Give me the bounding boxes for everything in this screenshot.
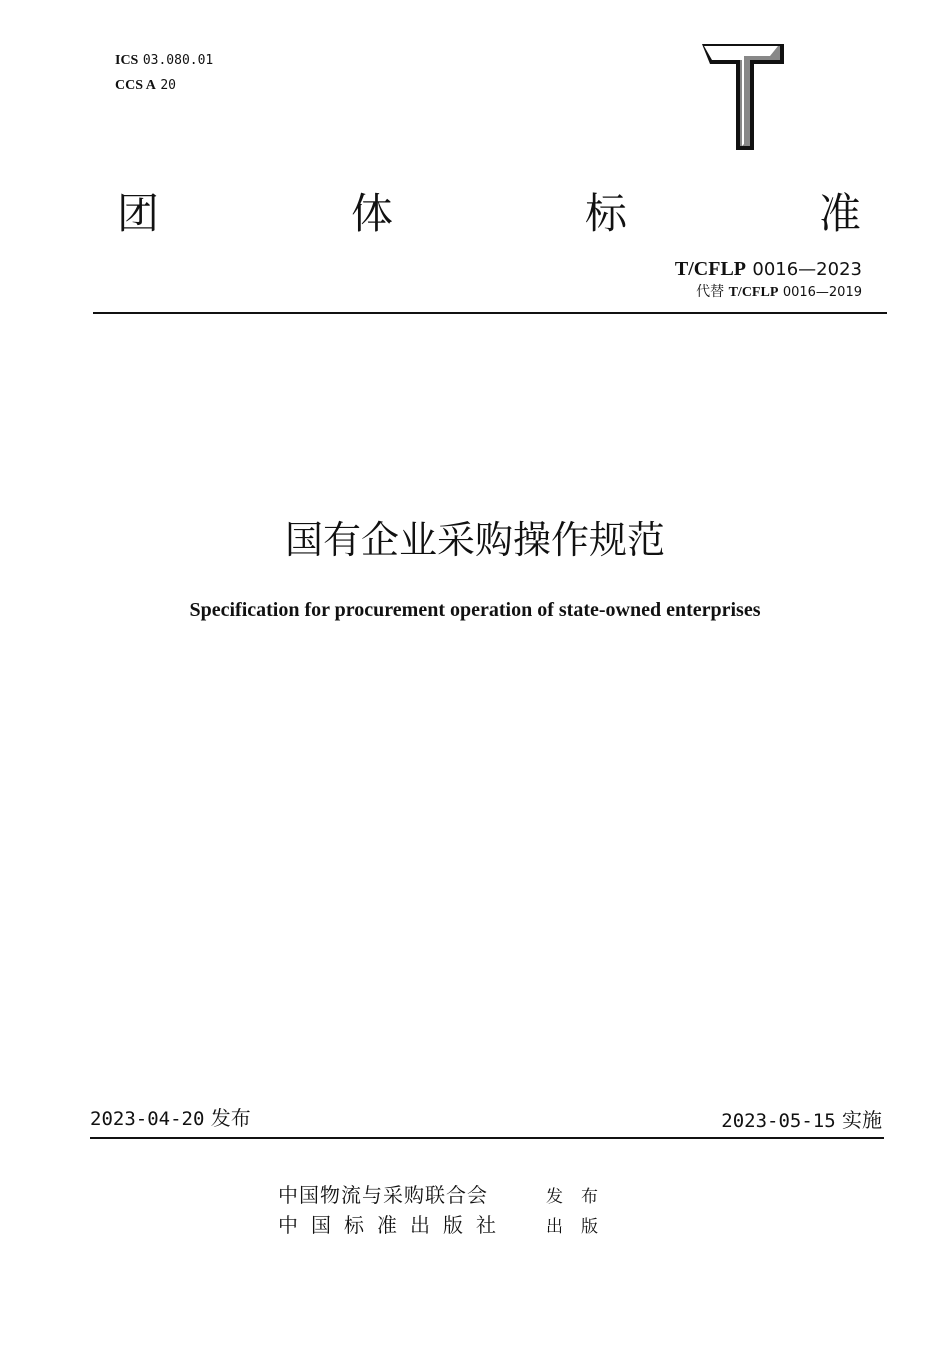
standard-number-prefix: T/CFLP — [674, 258, 747, 280]
standard-kind-char: 标 — [585, 189, 628, 238]
replaces-standard — [696, 282, 862, 303]
implement-date: 2023-05-15 — [721, 1110, 836, 1132]
header-divider — [93, 312, 887, 314]
ccs-classification — [115, 76, 176, 95]
standard-kind-char: 体 — [351, 189, 394, 238]
ics-value: 03.080.01 — [142, 53, 214, 68]
standard-number-value: 0016—2023 — [752, 259, 862, 280]
publisher-row — [278, 1211, 616, 1241]
publisher-row — [278, 1181, 616, 1211]
publisher-org: 中国物流与采购联合会 — [278, 1183, 488, 1207]
standard-kind-char: 团 — [117, 189, 160, 238]
implement-label: 实施 — [842, 1108, 882, 1132]
standard-t-logo — [700, 42, 788, 152]
footer-divider — [90, 1137, 884, 1139]
standard-kind-char: 准 — [819, 189, 862, 238]
document-title-chinese: 国有企业采购操作规范 — [284, 518, 665, 562]
standard-number — [675, 255, 862, 283]
issue-date: 2023-04-20 — [90, 1108, 205, 1130]
ccs-label: CCS A — [115, 78, 156, 93]
issue-date-line — [90, 1104, 251, 1133]
document-title-english: Specification for procurement operation of state-owned enterprises — [189, 599, 761, 621]
publisher-org: 中国标准出版社 — [278, 1213, 509, 1237]
replaces-code: T/CFLP — [728, 285, 779, 300]
implement-date-line — [721, 1106, 882, 1135]
publisher-role: 发布 — [546, 1187, 616, 1207]
ics-classification — [115, 51, 213, 70]
ccs-value: 20 — [160, 78, 176, 93]
publisher-role: 出版 — [546, 1217, 616, 1237]
issue-label: 发布 — [210, 1106, 251, 1130]
replaces-value: 0016—2019 — [782, 285, 862, 300]
ics-label: ICS — [115, 53, 139, 68]
replaces-prefix: 代替 — [696, 284, 725, 300]
